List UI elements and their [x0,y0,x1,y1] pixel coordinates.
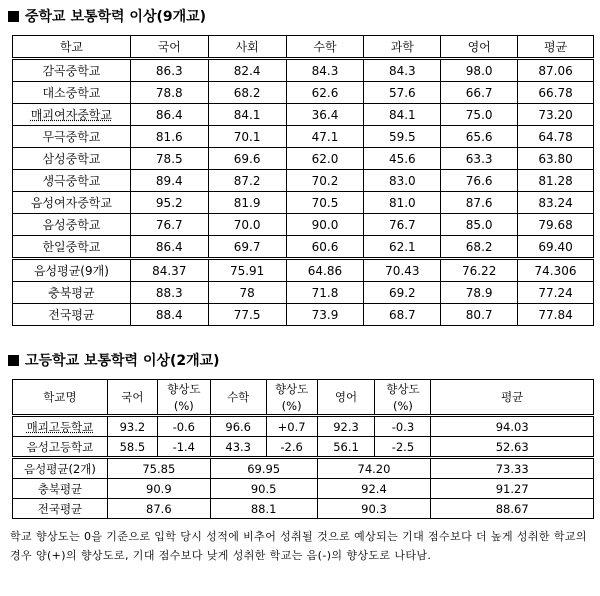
header-cell: (%) [375,397,431,416]
table-row [13,214,594,236]
score-cell: 87.6 [441,192,518,214]
table-header-row [13,36,594,59]
score-cell: 69.40 [518,236,594,259]
section2-title [8,350,220,370]
score-cell: 76.22 [441,259,518,282]
average-label-cell: 음성평균(9개) [13,259,131,282]
school-name-cell: 생극중학교 [13,170,131,192]
score-cell: 84.3 [286,59,364,82]
score-cell: 65.6 [441,126,518,148]
score-cell: 86.3 [130,59,208,82]
header-cell: (%) [157,397,210,416]
table-row [13,282,594,304]
score-cell: 62.1 [364,236,441,259]
score-cell: 77.5 [208,304,286,326]
improvement-cell: -2.5 [375,437,431,458]
table-row [13,126,594,148]
score-cell: 83.24 [518,192,594,214]
score-cell: 76.7 [364,214,441,236]
score-cell: 62.0 [286,148,364,170]
score-cell: 75.91 [208,259,286,282]
school-name-cell: 삼성중학교 [13,148,131,170]
header-cell: 영어 [441,36,518,59]
score-cell: 81.0 [364,192,441,214]
school-name-cell: 음성중학교 [13,214,131,236]
score-cell: 96.6 [210,416,266,437]
table-row [13,304,594,326]
score-cell: 79.68 [518,214,594,236]
score-cell: 64.78 [518,126,594,148]
score-cell: 83.0 [364,170,441,192]
header-cell: 영어 [317,380,375,416]
score-cell: 70.1 [208,126,286,148]
table-row [13,479,594,499]
score-cell: 68.7 [364,304,441,326]
score-cell: 70.5 [286,192,364,214]
school-name-text: 매괴고등학교 [26,419,94,434]
score-cell: 90.3 [317,499,431,519]
score-cell: 88.4 [130,304,208,326]
table-row [13,499,594,519]
table-header-row [13,380,594,398]
score-cell: 62.6 [286,82,364,104]
square-bullet-icon [8,355,19,366]
average-label-cell: 전국평균 [13,499,108,519]
score-cell: 93.2 [107,416,157,437]
score-cell: 87.6 [107,499,210,519]
improvement-cell: -0.6 [157,416,210,437]
school-name-cell: 음성여자중학교 [13,192,131,214]
average-label-cell: 충북평균 [13,282,131,304]
score-cell: 63.80 [518,148,594,170]
score-cell: 74.20 [317,458,431,479]
section1-title-text: 중학교 보통학력 이상(9개교) [25,9,207,25]
score-cell: 66.78 [518,82,594,104]
score-cell: 77.24 [518,282,594,304]
table-row [13,148,594,170]
score-cell: 56.1 [317,437,375,458]
score-cell: 70.2 [286,170,364,192]
table-row [13,170,594,192]
score-cell: 92.4 [317,479,431,499]
score-cell: 73.33 [431,458,594,479]
score-cell: 95.2 [130,192,208,214]
score-cell: 70.43 [364,259,441,282]
score-cell: 90.0 [286,214,364,236]
header-cell: 평균 [518,36,594,59]
score-cell: 69.6 [208,148,286,170]
score-cell: 81.6 [130,126,208,148]
score-cell: 84.1 [364,104,441,126]
header-cell: 수학 [210,380,266,416]
school-name-cell: 무극중학교 [13,126,131,148]
score-cell: 69.2 [364,282,441,304]
header-cell: 사회 [208,36,286,59]
school-name-cell [13,416,108,437]
header-cell: 학교 [13,36,131,59]
score-cell: 47.1 [286,126,364,148]
average-label-cell: 음성평균(2개) [13,458,108,479]
score-cell: 81.9 [208,192,286,214]
table-row [13,82,594,104]
header-cell: 학교명 [13,380,108,416]
average-label-cell: 충북평균 [13,479,108,499]
footnote: 학교 향상도는 0을 기준으로 입학 당시 성적에 비추어 성취될 것으로 예상되는 기대 점수보다 더 높게 성취한 학교의 경우 양(+)의 향상도로, 기대 점수보다 낮게 성취한 학교는 음(-)의 향상도로 나타남. [10,530,587,562]
score-cell: 71.8 [286,282,364,304]
header-cell: 수학 [286,36,364,59]
score-cell: 36.4 [286,104,364,126]
score-cell: 86.4 [130,236,208,259]
score-cell: 76.7 [130,214,208,236]
improvement-cell: -2.6 [266,437,317,458]
score-cell: 90.5 [210,479,317,499]
header-cell: 향상도 [266,380,317,398]
improvement-cell: +0.7 [266,416,317,437]
score-cell: 78 [208,282,286,304]
improvement-cell: -1.4 [157,437,210,458]
score-cell: 89.4 [130,170,208,192]
school-name-cell: 감곡중학교 [13,59,131,82]
score-cell: 68.2 [208,82,286,104]
school-name-cell: 한일중학교 [13,236,131,259]
header-cell: 향상도 [375,380,431,398]
score-cell: 94.03 [431,416,594,437]
score-cell: 88.67 [431,499,594,519]
score-cell: 66.7 [441,82,518,104]
school-name-cell: 대소중학교 [13,82,131,104]
header-cell: 국어 [130,36,208,59]
score-cell: 76.6 [441,170,518,192]
school-name-cell: 음성고등학교 [13,437,108,458]
score-cell: 60.6 [286,236,364,259]
score-cell: 84.3 [364,59,441,82]
school-name-cell [13,104,131,126]
average-label-cell: 전국평균 [13,304,131,326]
score-cell: 86.4 [130,104,208,126]
score-cell: 98.0 [441,59,518,82]
score-cell: 88.1 [210,499,317,519]
score-cell: 74.306 [518,259,594,282]
section1-title [8,6,206,26]
score-cell: 43.3 [210,437,266,458]
score-cell: 88.3 [130,282,208,304]
score-cell: 77.84 [518,304,594,326]
score-cell: 90.9 [107,479,210,499]
score-cell: 82.4 [208,59,286,82]
score-cell: 69.7 [208,236,286,259]
score-cell: 45.6 [364,148,441,170]
header-cell: 평균 [431,380,594,416]
school-name-text: 매괴여자중학교 [30,107,112,122]
header-cell: 국어 [107,380,157,416]
table-row [13,236,594,259]
score-cell: 57.6 [364,82,441,104]
score-cell: 69.95 [210,458,317,479]
score-cell: 87.2 [208,170,286,192]
score-cell: 64.86 [286,259,364,282]
section2-title-text: 고등학교 보통학력 이상(2개교) [25,353,220,369]
score-cell: 84.1 [208,104,286,126]
score-cell: 87.06 [518,59,594,82]
high-school-table [12,379,594,519]
table-row [13,416,594,437]
score-cell: 85.0 [441,214,518,236]
table-row [13,458,594,479]
score-cell: 75.0 [441,104,518,126]
score-cell: 81.28 [518,170,594,192]
header-cell: (%) [266,397,317,416]
table-row [13,59,594,82]
score-cell: 78.8 [130,82,208,104]
table-row [13,104,594,126]
score-cell: 73.20 [518,104,594,126]
square-bullet-icon [8,11,19,22]
score-cell: 58.5 [107,437,157,458]
improvement-cell: -0.3 [375,416,431,437]
table-row [13,192,594,214]
score-cell: 73.9 [286,304,364,326]
table-row [13,437,594,458]
table-row [13,259,594,282]
middle-school-table [12,35,594,326]
score-cell: 59.5 [364,126,441,148]
score-cell: 91.27 [431,479,594,499]
score-cell: 78.9 [441,282,518,304]
score-cell: 52.63 [431,437,594,458]
score-cell: 63.3 [441,148,518,170]
score-cell: 92.3 [317,416,375,437]
header-cell: 향상도 [157,380,210,398]
score-cell: 78.5 [130,148,208,170]
score-cell: 75.85 [107,458,210,479]
score-cell: 80.7 [441,304,518,326]
header-cell: 과학 [364,36,441,59]
score-cell: 68.2 [441,236,518,259]
score-cell: 84.37 [130,259,208,282]
score-cell: 70.0 [208,214,286,236]
